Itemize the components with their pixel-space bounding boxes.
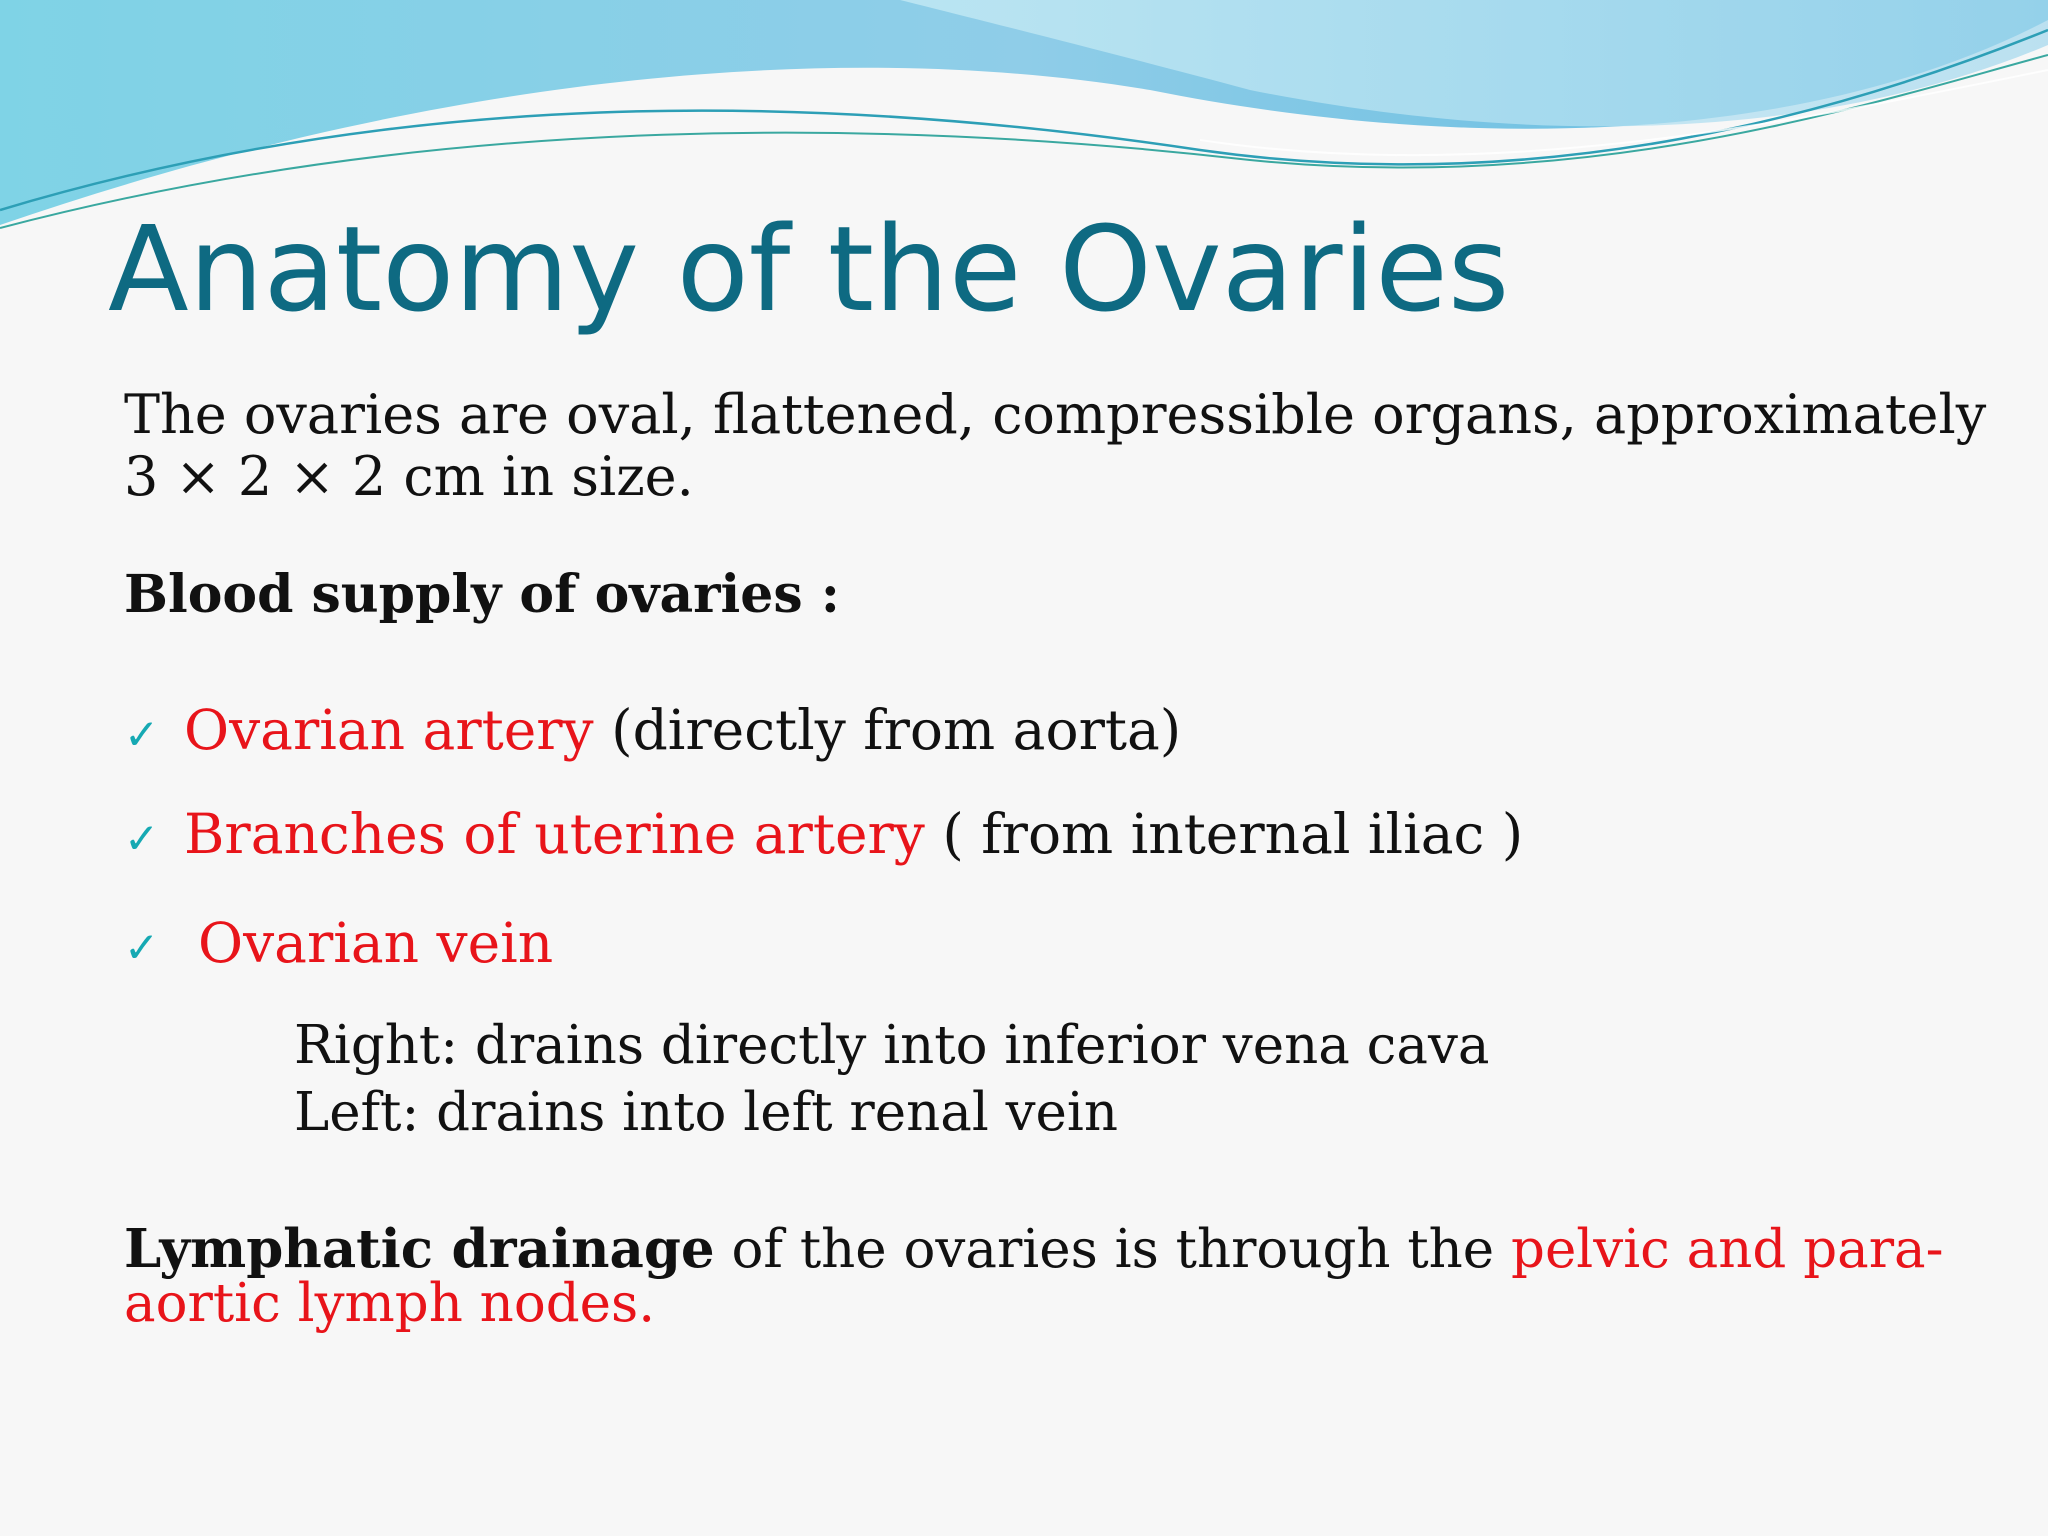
slide-title: Anatomy of the Ovaries [108, 200, 1510, 338]
bullet-ovarian-vein [124, 913, 553, 978]
bullet-highlight: Ovarian vein [198, 911, 554, 975]
bullet-ovarian-artery [124, 700, 1181, 765]
lymph-bold: Lymphatic drainage [124, 1218, 715, 1280]
vein-detail-left: Left: drains into left renal vein [294, 1082, 1119, 1143]
bullet-uterine-artery [124, 804, 1523, 869]
checkmark-icon: ✓ [124, 923, 160, 972]
lymph-highlight: pelvic and para-aortic lymph nodes. [124, 1219, 1944, 1334]
blood-supply-heading: Blood supply of ovaries : [124, 564, 840, 625]
intro-line-2: 3 × 2 × 2 cm in size. [124, 445, 694, 508]
lymphatic-drainage-text [124, 1218, 1984, 1334]
intro-line-1: The ovaries are oval, flattened, compressible organs, approximately [124, 383, 1987, 446]
checkmark-icon: ✓ [124, 814, 160, 863]
vein-detail-right: Right: drains directly into inferior vena cava [294, 1015, 1490, 1076]
checkmark-icon: ✓ [124, 710, 160, 759]
bullet-rest: ( from internal iliac ) [924, 802, 1524, 866]
bullet-rest: (directly from aorta) [593, 698, 1182, 762]
bullet-highlight: Ovarian artery [184, 698, 594, 762]
bullet-highlight: Branches of uterine artery [184, 802, 925, 866]
lymph-middle: of the ovaries is through the [714, 1219, 1512, 1280]
